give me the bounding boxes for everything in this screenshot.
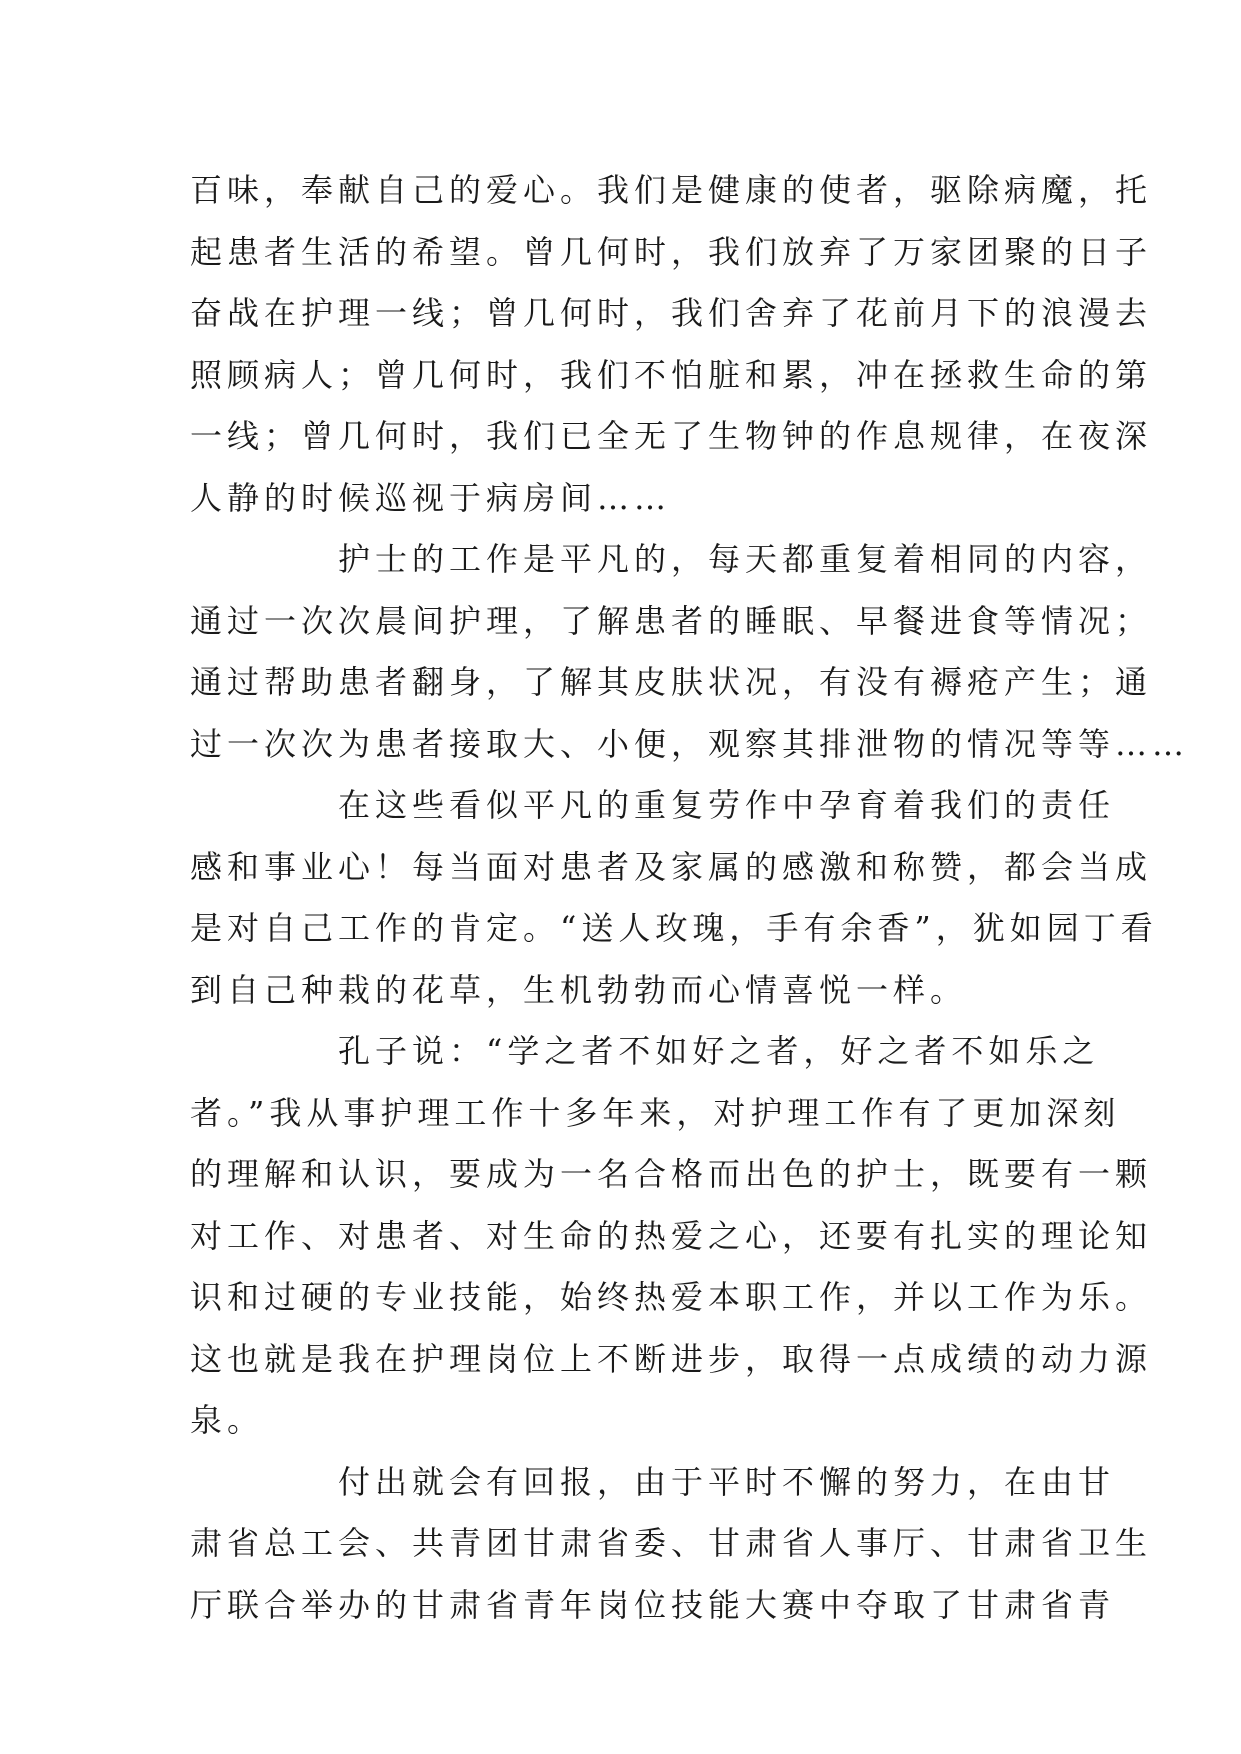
text-line: 照顾病人；曾几何时，我们不怕脏和累，冲在拯救生命的第 bbox=[190, 355, 1153, 394]
text-line: 通过帮助患者翻身，了解其皮肤状况，有没有褥疮产生；通 bbox=[190, 663, 1153, 701]
text-line: 是对自己工作的肯定。“送人玫瑰，手有余香”，犹如园丁看 bbox=[190, 909, 1158, 947]
paragraph bbox=[190, 160, 1153, 529]
text-line: 肃省总工会、共青团甘肃省委、甘肃省人事厅、甘肃省卫生 bbox=[190, 1524, 1153, 1562]
text-line: 孔子说：“学之者不如好之者，好之者不如乐之 bbox=[338, 1032, 1100, 1070]
text-line: 泉。 bbox=[190, 1401, 265, 1439]
paragraph bbox=[190, 529, 1190, 775]
text-line: 奋战在护理一线；曾几何时，我们舍弃了花前月下的浪漫去 bbox=[190, 294, 1153, 332]
text-line: 在这些看似平凡的重复劳作中孕育着我们的责任 bbox=[338, 786, 1116, 824]
text-line: 这也就是我在护理岗位上不断进步，取得一点成绩的动力源 bbox=[190, 1339, 1153, 1378]
text-line: 厅联合举办的甘肃省青年岗位技能大赛中夺取了甘肃省青 bbox=[190, 1585, 1116, 1624]
text-line: 过一次次为患者接取大、小便，观察其排泄物的情况等等…… bbox=[190, 724, 1190, 763]
text-line: 付出就会有回报，由于平时不懈的努力，在由甘 bbox=[338, 1462, 1116, 1501]
text-line: 通过一次次晨间护理，了解患者的睡眠、早餐进食等情况； bbox=[190, 601, 1153, 640]
text-line: 百味，奉献自己的爱心。我们是健康的使者，驱除病魔，托 bbox=[190, 171, 1153, 209]
paragraph bbox=[190, 775, 1158, 1021]
text-line: 者。”我从事护理工作十多年来，对护理工作有了更加深刻 bbox=[190, 1093, 1121, 1132]
paragraph bbox=[190, 1021, 1153, 1452]
text-line: 起患者生活的希望。曾几何时，我们放弃了万家团聚的日子 bbox=[190, 232, 1153, 271]
text-line: 到自己种栽的花草，生机勃勃而心情喜悦一样。 bbox=[190, 970, 968, 1009]
text-line: 护士的工作是平凡的，每天都重复着相同的内容， bbox=[338, 540, 1153, 578]
text-line: 识和过硬的专业技能，始终热爱本职工作，并以工作为乐。 bbox=[190, 1278, 1153, 1316]
text-line: 一线；曾几何时，我们已全无了生物钟的作息规律，在夜深 bbox=[190, 417, 1153, 455]
text-line: 的理解和认识，要成为一名合格而出色的护士，既要有一颗 bbox=[190, 1155, 1153, 1193]
body-text bbox=[190, 160, 1190, 1636]
paragraph bbox=[190, 1452, 1153, 1637]
text-line: 人静的时候巡视于病房间…… bbox=[190, 478, 672, 517]
text-line: 对工作、对患者、对生命的热爱之心，还要有扎实的理论知 bbox=[190, 1216, 1153, 1255]
text-line: 感和事业心！每当面对患者及家属的感激和称赞，都会当成 bbox=[190, 847, 1153, 886]
